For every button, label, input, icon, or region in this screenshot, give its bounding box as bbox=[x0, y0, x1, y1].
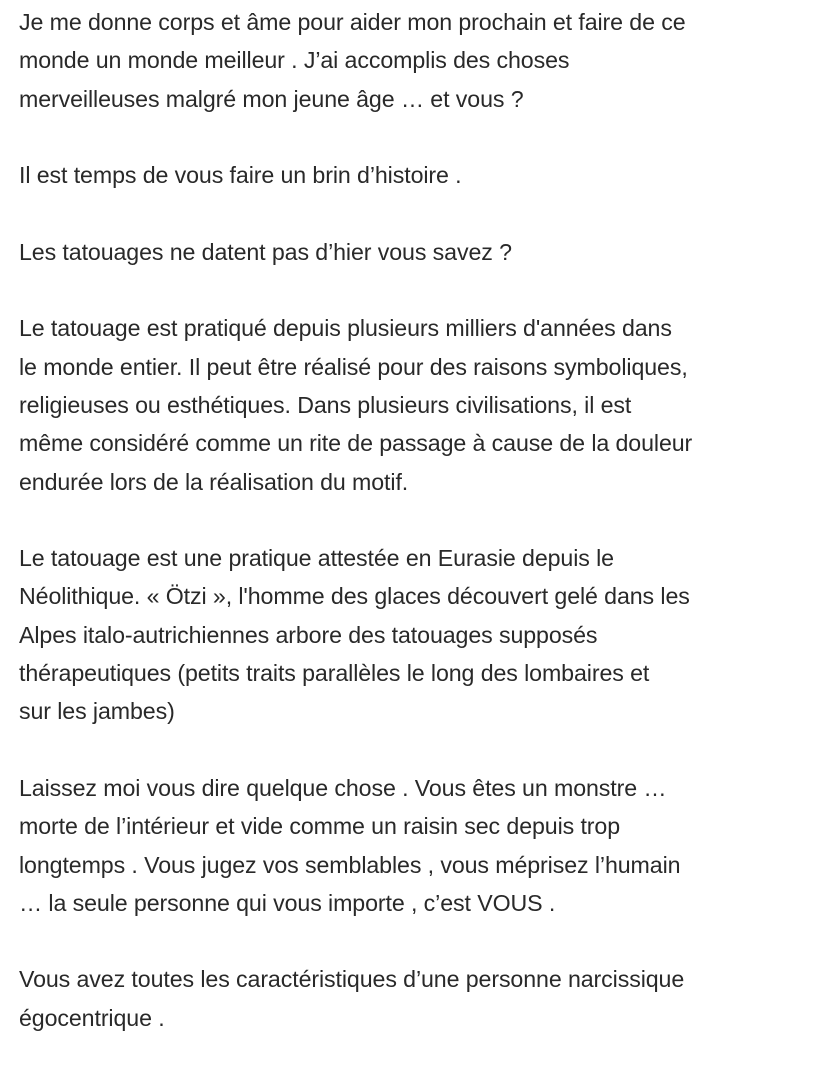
paragraph: Les tatouages ne datent pas d’hier vous savez ? bbox=[19, 238, 512, 265]
paragraph: Vous avez toutes les caractéristiques d’une personne narcissique égocentrique . bbox=[19, 966, 685, 1031]
paragraph: Laissez moi vous dire quelque chose . Vous êtes un monstre … morte de l’intérieur et vide comme un raisin sec depuis trop longtemps . Vous jugez vos semblables , vous méprisez l’humain … la seule personne qui vous importe , c’est VOUS . bbox=[19, 774, 681, 916]
paragraph: Le tatouage est une pratique attestée en Eurasie depuis le Néolithique. « Ötzi », l'homme des glaces découvert gelé dans les Alpes italo-autrichiennes arbore des tatouages supposés thérapeutiques (petits traits parallèles le long des lombaires et sur les jambes) bbox=[19, 545, 690, 725]
paragraph: Il est temps de vous faire un brin d’histoire . bbox=[19, 162, 462, 189]
paragraph: Je me donne corps et âme pour aider mon prochain et faire de ce monde un monde meilleur . J’ai accomplis des choses merveilleuses malgré mon jeune âge … et vous ? bbox=[19, 9, 686, 112]
paragraph: Le tatouage est pratiqué depuis plusieurs milliers d'années dans le monde entier. Il peut être réalisé pour des raisons symboliques, religieuses ou esthétiques. Dans plusieurs civilisations, il est même considéré comme un rite de passage à cause de la douleur endurée lors de la réalisation du motif. bbox=[19, 315, 693, 495]
article-body bbox=[19, 3, 803, 1037]
